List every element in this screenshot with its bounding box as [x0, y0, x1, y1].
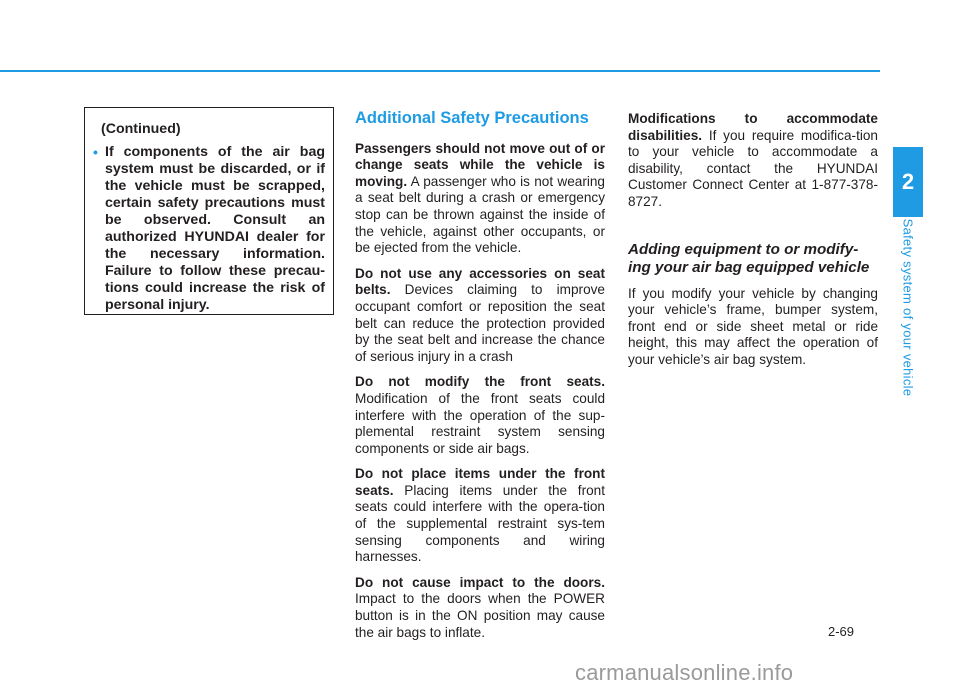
- chapter-title: Safety system of your vehicle: [900, 218, 916, 396]
- paragraph-lead: Do not place items under the front seats.: [355, 466, 605, 498]
- paragraph-lead: Do not cause impact to the doors.: [355, 574, 605, 590]
- section-heading: Additional Safety Precautions: [355, 109, 589, 127]
- paragraph-lead: Do not modify the front seats.: [355, 374, 605, 390]
- right-column: [628, 111, 878, 378]
- paragraph-body: A passenger who is not wearing a seat belt during a crash or emergency stop can be thrown against the inside of the vehicle, against other occupants, or be ejected from the vehicle.: [355, 173, 605, 256]
- page-number: 2-69: [828, 624, 855, 639]
- paragraph: [355, 266, 605, 366]
- chapter-number: 2: [901, 169, 915, 194]
- paragraph: [355, 374, 605, 457]
- top-rule: [0, 70, 880, 72]
- paragraph-lead: Passengers should not move out of or change seats while the vehicle is moving.: [355, 140, 605, 189]
- chapter-tab: [893, 147, 923, 217]
- modifications-paragraph: [628, 111, 878, 211]
- paragraph-body: Impact to the doors when the POWER button is in the ON position may cause the air bags to inflate.: [355, 591, 605, 640]
- modifications-body: If you require modifica-tion to your vehicle to accommodate a disability, contact the HYUNDAI Customer Connect Center at 1-877-378-8727.: [628, 127, 878, 209]
- paragraph: [355, 466, 605, 566]
- paragraph-body: Devices claiming to improve occupant comfort or reposition the seat belt can reduce the protection provided by the seat belt and increase the chance of serious injury in a crash: [355, 282, 605, 364]
- paragraph: [355, 575, 605, 641]
- warning-bullet-text: If components of the air bag system must be discarded, or if the vehicle must be scrapped, certain safety precautions must be observed. Consult an authorized HYUNDAI dealer for the necessary information. Failure to follow these precau-tions could increase the risk of personal injury.: [105, 144, 325, 313]
- paragraph-lead: Do not use any accessories on seat belts.: [355, 265, 605, 298]
- paragraph: [355, 141, 605, 257]
- paragraph-body: Modification of the front seats could interfere with the operation of the sup-plemental restraint system sensing components or side air bags.: [355, 390, 605, 456]
- warning-box: [84, 107, 334, 315]
- continued-label: (Continued): [101, 121, 181, 137]
- equipment-paragraph: If you modify your vehicle by changing your vehicle’s frame, bumper system, front end or side sheet metal or ride height, this may affect the operation of your vehicle’s air bag system.: [628, 285, 878, 367]
- paragraph-body: Placing items under the front seats could interfere with the opera-tion of the supplemental restraint sys-tem sensing components and wiring harnesses.: [355, 482, 605, 565]
- bullet-icon: •: [93, 144, 98, 160]
- modifications-lead: Modifications to accommodate disabilities.: [628, 111, 878, 143]
- subheading: Adding equipment to or modify-ing your air bag equipped vehicle: [628, 240, 870, 276]
- watermark: carmanualsonline.info: [575, 660, 794, 685]
- warning-bullet: [93, 144, 325, 314]
- middle-column: [355, 110, 605, 650]
- chapter-title-container: [893, 212, 923, 402]
